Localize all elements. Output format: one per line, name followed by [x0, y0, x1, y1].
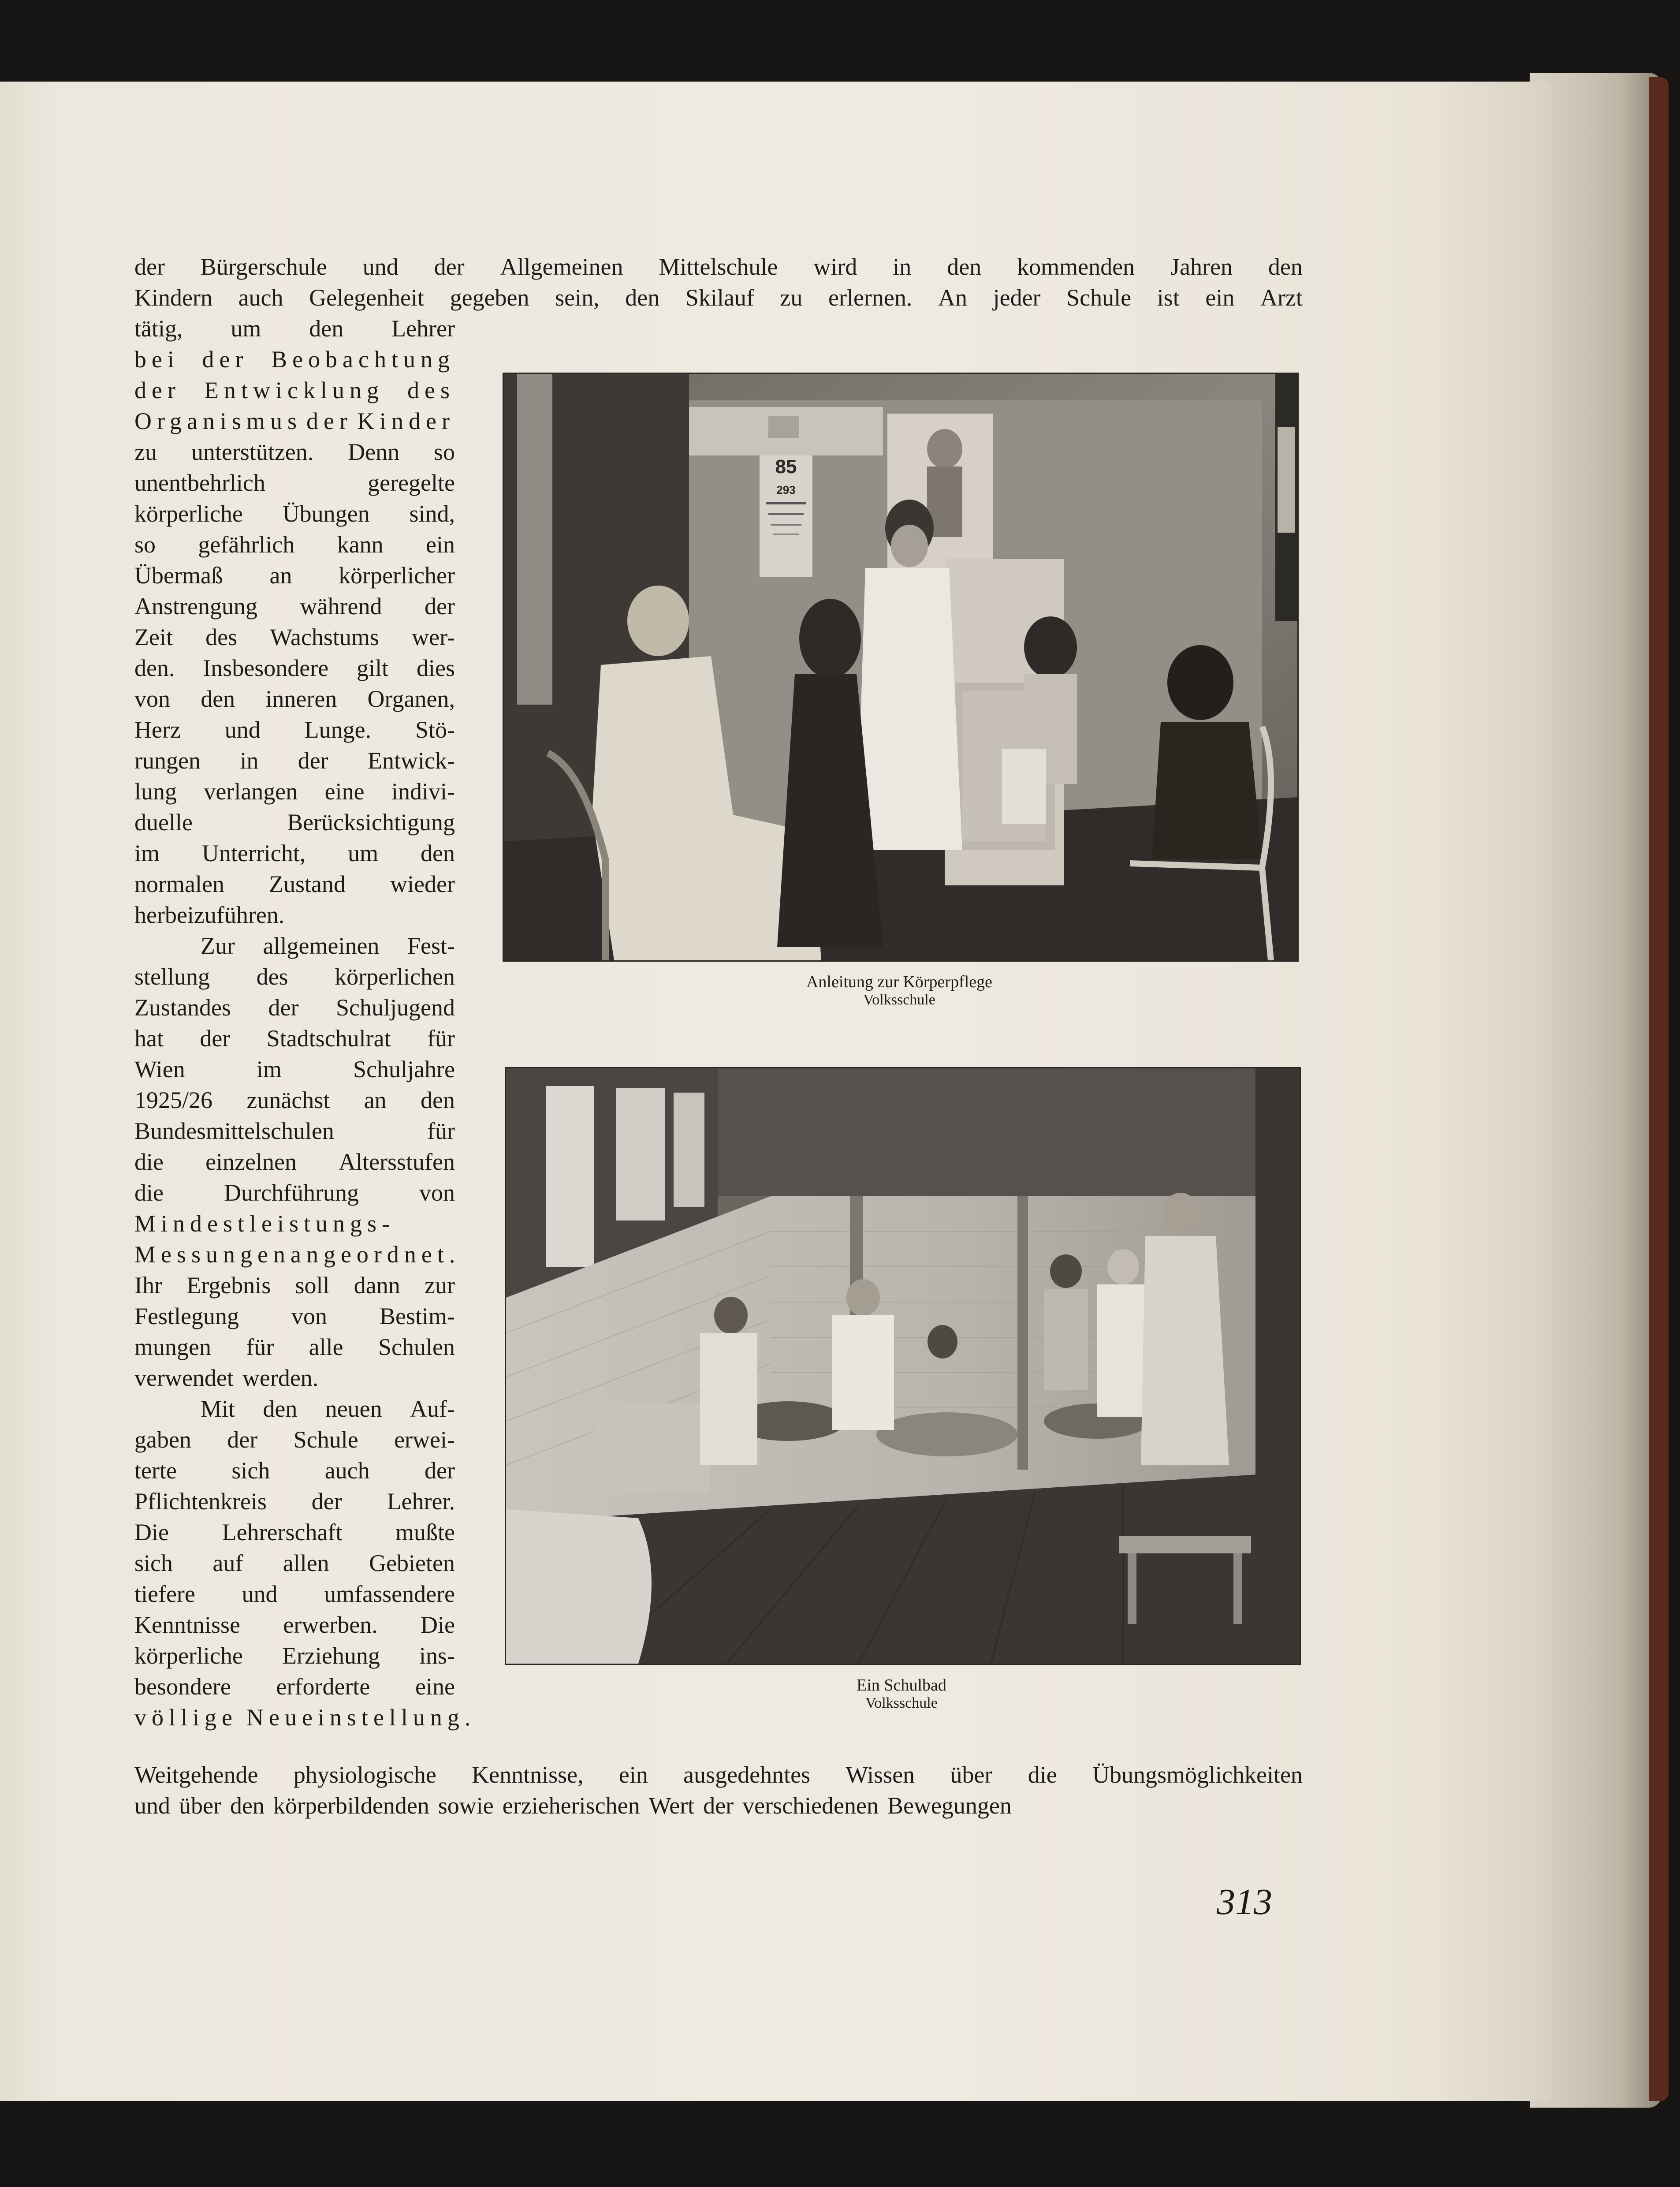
book-cover-edge [1649, 77, 1669, 2101]
text-line: Zeit des Wachstums wer- [134, 624, 455, 650]
caption-title: Ein Schulbad [857, 1676, 946, 1694]
text-line: zu unterstützen. Denn so [134, 439, 455, 465]
text-line: stellung des körperlichen [134, 963, 455, 990]
caption-subtitle: Volksschule [865, 1695, 938, 1711]
photo-schulbad-image [506, 1068, 1300, 1664]
text-line: völlige Neueinstellung. [134, 1704, 476, 1731]
caption-subtitle: Volksschule [863, 992, 935, 1008]
text-line: Kenntnisse erwerben. Die [134, 1612, 455, 1638]
text-line: sich auf allen Gebieten [134, 1550, 455, 1576]
text-line: der Bürgerschule und der Allgemeinen Mittelschule wird in den kommenden Jahren den [134, 254, 1303, 280]
caption-schulbad [505, 1676, 1298, 1712]
text-line: unentbehrlich geregelte [134, 470, 455, 496]
text-line: lung verlangen eine indivi- [134, 778, 455, 805]
text-line: so gefährlich kann ein [134, 531, 455, 558]
text-line: im Unterricht, um den [134, 840, 455, 866]
eye-chart-label-1: 85 [775, 456, 797, 478]
text-line: und über den körperbildenden sowie erzieherischen Wert der verschiedenen Bewegungen [134, 1792, 1012, 1819]
text-line: Pflichtenkreis der Lehrer. [134, 1488, 455, 1515]
text-line: duelle Berücksichtigung [134, 809, 455, 836]
text-line: Mindestleistungs- [134, 1210, 395, 1237]
text-line: terte sich auch der [134, 1457, 455, 1484]
text-line: die einzelnen Altersstufen [134, 1149, 455, 1175]
text-line: hat der Stadtschulrat für [134, 1025, 455, 1052]
text-line: tätig, um den Lehrer [134, 315, 455, 342]
text-line: tiefere und umfassendere [134, 1581, 455, 1607]
text-line: der Entwicklung des [134, 377, 455, 403]
text-line: körperliche Erziehung ins- [134, 1642, 455, 1669]
text-line: Die Lehrerschaft mußte [134, 1519, 455, 1545]
text-line: gaben der Schule erwei- [134, 1426, 455, 1453]
photo-koerperpflege-image [504, 374, 1297, 960]
text-line: Anstrengung während der [134, 593, 455, 620]
caption-koerperpflege [503, 972, 1296, 1008]
text-line: von den inneren Organen, [134, 686, 455, 712]
text-line: mungen für alle Schulen [134, 1334, 455, 1360]
text-line: Bundesmittelschulen für [134, 1118, 455, 1144]
text-line: Zur allgemeinen Fest- [201, 933, 455, 959]
text-line: Herz und Lunge. Stö- [134, 717, 455, 743]
page-number: 313 [1217, 1881, 1272, 1922]
text-line: Übermaß an körperlicher [134, 562, 455, 589]
photo-schulbad [505, 1067, 1301, 1665]
text-line: herbeizuführen. [134, 902, 285, 928]
text-line: Mit den neuen Auf- [201, 1396, 455, 1422]
text-line: Ihr Ergebnis soll dann zur [134, 1272, 455, 1299]
text-line: verwendet werden. [134, 1365, 319, 1391]
photo-koerperpflege [503, 373, 1299, 962]
text-line: Wien im Schuljahre [134, 1056, 455, 1082]
text-line: bei der Beobachtung [134, 346, 455, 373]
text-line: 1925/26 zunächst an den [134, 1087, 455, 1113]
caption-title: Anleitung zur Körperpflege [806, 973, 993, 991]
text-line: körperliche Übungen sind, [134, 500, 455, 527]
text-line: Messungen angeordnet. [134, 1241, 461, 1268]
text-line: rungen in der Entwick- [134, 747, 455, 774]
eye-chart-label-2: 293 [776, 483, 796, 496]
text-line: Festlegung von Bestim- [134, 1303, 455, 1329]
text-line: den. Insbesondere gilt dies [134, 655, 455, 681]
text-line: Zustandes der Schuljugend [134, 994, 455, 1021]
text-line: Kindern auch Gelegenheit gegeben sein, den Skilauf zu erlernen. An jeder Schule ist ein Arzt [134, 284, 1303, 311]
text-line: Weitgehende physiologische Kenntnisse, ein ausgedehntes Wissen über die Übungsmöglichkeiten [134, 1762, 1303, 1788]
text-line: Organismus der Kinder [134, 408, 455, 434]
text-line: besondere erforderte eine [134, 1673, 455, 1700]
text-line: die Durchführung von [134, 1179, 455, 1206]
text-line: normalen Zustand wieder [134, 871, 455, 897]
